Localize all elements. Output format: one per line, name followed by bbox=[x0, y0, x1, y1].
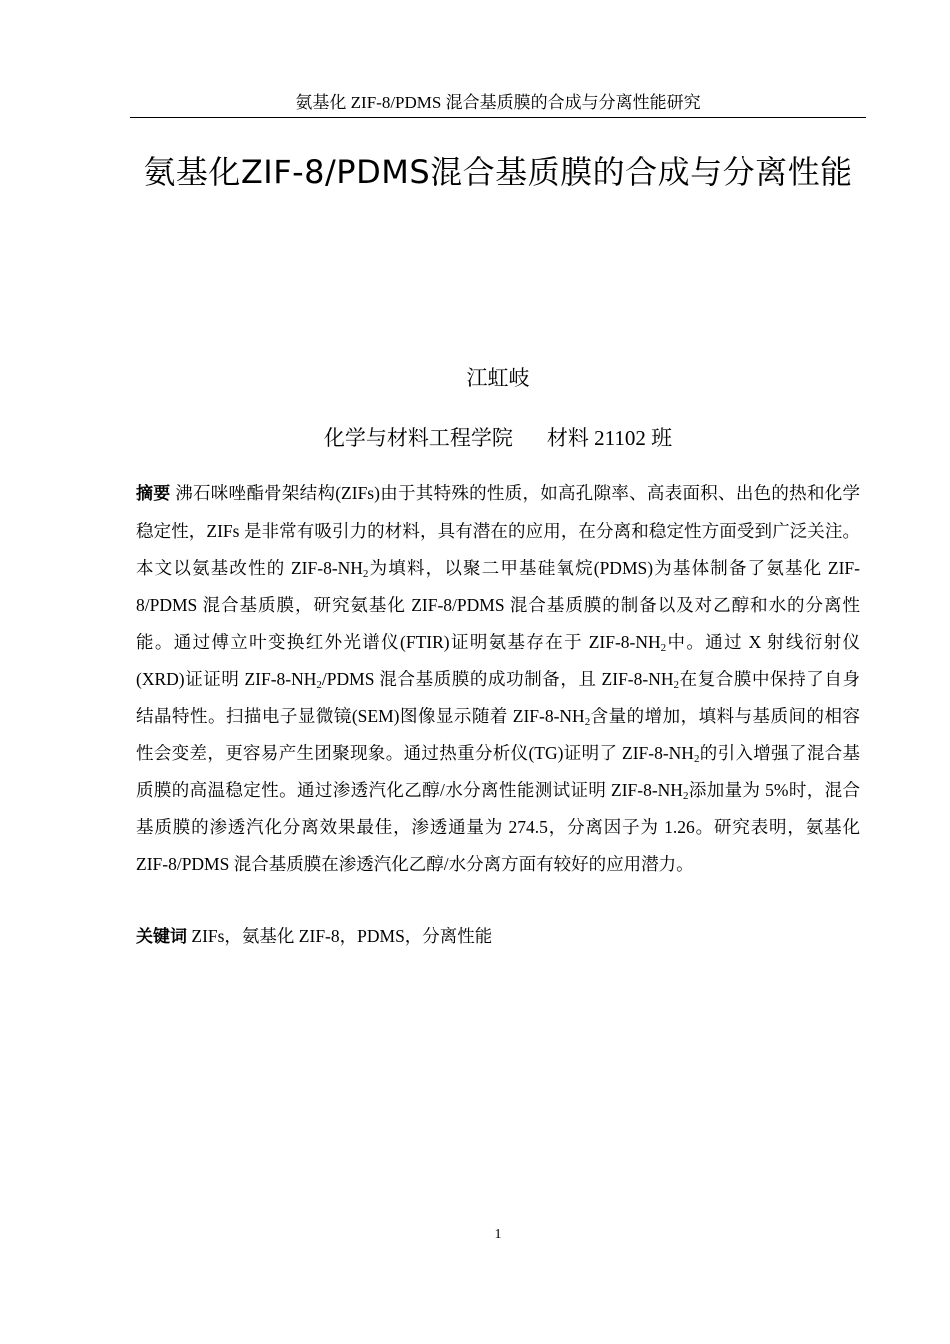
abstract-text-7: 的引入增强了混合基质膜的高温稳定性。通过渗透汽化乙醇/水分离性能测试证明 ZIF-8-NH bbox=[136, 743, 861, 800]
subscript-2: 2 bbox=[362, 568, 369, 580]
abstract-text-2: 为填料，以聚二甲基硅氧烷(PDMS)为基体制备了氨基化 ZIF-8/PDMS 混合基质膜，研究氨基化 ZIF-8/PDMS 混合基质膜的制备以及对乙醇和水的分离性能。通过傅立叶变换红外光谱仪(FTIR)证明氨基存在于 ZIF-8-NH bbox=[136, 558, 860, 652]
subscript-2: 2 bbox=[693, 753, 700, 765]
school-name: 化学与材料工程学院 bbox=[323, 426, 513, 450]
keywords-label: 关键词 bbox=[136, 927, 187, 947]
abstract-paragraph bbox=[136, 475, 860, 883]
subscript-2: 2 bbox=[673, 679, 679, 691]
abstract-text-8: 添加量为 5%时，混合基质膜的渗透汽化分离效果最佳，渗透通量为 274.5，分离因子为 1.26。研究表明，氨基化 ZIF-8/PDMS 混合基质膜在渗透汽化乙醇/水分离方面有较好的应用潜力。 bbox=[136, 780, 861, 874]
author-name: 江虹岐 bbox=[466, 366, 530, 390]
paper-title: 氨基化ZIF-8/PDMS混合基质膜的合成与分离性能 bbox=[143, 153, 853, 191]
subscript-2: 2 bbox=[660, 642, 667, 654]
running-header: 氨基化 ZIF-8/PDMS 混合基质膜的合成与分离性能研究 bbox=[295, 93, 701, 112]
subscript-2: 2 bbox=[584, 716, 591, 728]
abstract-label: 摘要 bbox=[136, 484, 171, 504]
subscript-2: 2 bbox=[316, 679, 322, 691]
abstract-text-5: 在复合膜中保持了自身结晶特性。扫描电子显微镜(SEM)图像显示随着 ZIF-8-NH bbox=[136, 669, 860, 726]
keywords-text: ZIFs，氨基化 ZIF-8，PDMS，分离性能 bbox=[187, 926, 493, 946]
affiliation bbox=[130, 424, 866, 452]
header-divider bbox=[130, 117, 866, 118]
keywords-line bbox=[136, 920, 860, 953]
abstract-text-3: 中。通过 X 射线衍射仪(XRD)证证明 ZIF-8-NH bbox=[136, 632, 860, 689]
abstract-text-1: 沸石咪唑酯骨架结构(ZIFs)由于其特殊的性质，如高孔隙率、高表面积、出色的热和化学稳定性，ZIFs 是非常有吸引力的材料，具有潜在的应用，在分离和稳定性方面受到广泛关注。本文以氨基改性的 ZIF-8-NH bbox=[136, 483, 860, 578]
class-name: 材料 21102 班 bbox=[546, 426, 673, 450]
page-number: 1 bbox=[494, 1227, 502, 1242]
abstract-text-6: 含量的增加，填料与基质间的相容性会变差，更容易产生团聚现象。通过热重分析仪(TG)证明了 ZIF-8-NH bbox=[136, 706, 860, 763]
subscript-2: 2 bbox=[682, 790, 689, 802]
abstract-text-4: /PDMS 混合基质膜的成功制备，且 ZIF-8-NH bbox=[321, 669, 674, 689]
